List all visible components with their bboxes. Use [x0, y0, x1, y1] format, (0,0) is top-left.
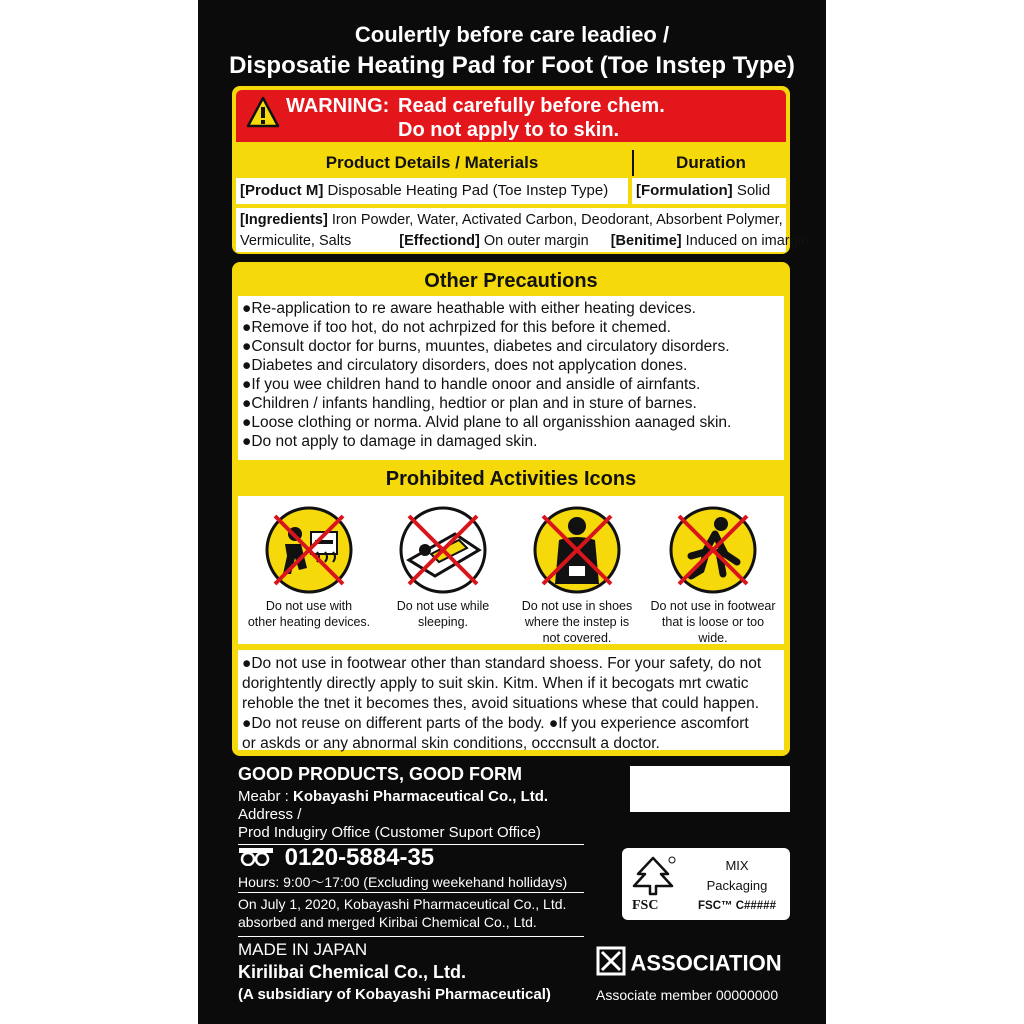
- icon-caption: Do not use with other heating devices.: [247, 599, 371, 629]
- ingredients-value-2: Vermiculite, Salts: [240, 233, 352, 249]
- heating-device-icon: [244, 504, 374, 596]
- duration-header: Duration: [632, 150, 788, 176]
- precautions-title: Other Precautions: [424, 270, 598, 292]
- precaution-item: ●Consult doctor for burns, muuntes, diabetes and circulatory disorders.: [242, 338, 730, 355]
- header-line-2: Disposatie Heating Pad for Foot (Toe Instep Type): [229, 52, 795, 79]
- divider: [238, 892, 584, 893]
- fsc-logo-text: FSC: [632, 898, 659, 913]
- note-line: rehoble the tnet it becomes thes, avoid situations whese that could happen.: [242, 695, 760, 712]
- warning-icon: [246, 96, 280, 128]
- effection-key: [Effectiond]: [399, 233, 480, 249]
- shoes-instep-icon: [512, 504, 642, 596]
- icon-caption: Do not use in footwear that is loose or too wide.: [650, 599, 776, 645]
- header-line-1: Coulertly before care leadieo /: [354, 22, 670, 47]
- prohibited-item-footwear: [648, 504, 778, 646]
- precautions-list: [238, 296, 784, 460]
- manufacturer: Kirilibai Chemical Co., Ltd.: [238, 962, 467, 982]
- fsc-code: FSC™ C#####: [698, 900, 776, 912]
- fsc-packaging: Packaging: [706, 878, 768, 893]
- ingredients-key: [Ingredients]: [240, 212, 328, 228]
- prohibited-item-sleeping: [378, 504, 508, 630]
- warning-details-box: [232, 86, 809, 254]
- note-line: dorightently directly apply to suit skin. Kitm. When if it becogats mrt cwatic: [242, 675, 749, 692]
- loose-footwear-icon: [648, 504, 778, 596]
- formulation-cell: [632, 178, 786, 204]
- phone-line: [238, 844, 434, 873]
- note-line: ●Do not use in footwear other than standard shoess. For your safety, do not: [242, 655, 762, 672]
- fsc-mix: MIX: [725, 858, 749, 873]
- warning-line-2: Do not apply to to skin.: [398, 119, 620, 141]
- maker-line: [238, 788, 548, 805]
- precaution-item: ●If you wee children hand to handle onoor and ansidle of airnfants.: [242, 376, 701, 393]
- association-block: [596, 946, 782, 1003]
- hours-line: Hours: 9:00～17:00 (Excluding weekehand hollidays): [238, 874, 568, 890]
- phone-number: 0120-5884-35: [284, 844, 435, 871]
- sleeping-icon: [378, 504, 508, 596]
- precaution-item: ●Re-application to re aware heathable with either heating devices.: [242, 300, 696, 317]
- prohibited-icons-row: [238, 496, 784, 644]
- product-key: [Product M]: [240, 182, 324, 199]
- precaution-item: ●Loose clothing or norma. Alvid plane to all organisshion aanaged skin.: [242, 414, 732, 431]
- icon-caption: Do not use in shoes where the instep is not covered.: [521, 599, 633, 645]
- fsc-tree-icon: [628, 854, 678, 903]
- formulation-value: Solid: [736, 182, 771, 199]
- benitime-value: Induced on imargin: [685, 233, 809, 249]
- precaution-item: ●Children / infants handling, hedtior or plan and in sture of barnes.: [242, 395, 697, 412]
- association-member: Associate member 00000000: [596, 987, 779, 1003]
- warning-banner: [236, 90, 786, 142]
- office-line: Prod Indugiry Office (Customer Suport Office): [238, 824, 541, 841]
- details-header: Product Details / Materials: [236, 150, 628, 176]
- note-line: ●Do not reuse on different parts of the body. ●If you experience ascomfort: [242, 715, 749, 732]
- maker-value: Kobayashi Pharmaceutical Co., Ltd.: [293, 788, 549, 805]
- slogan: GOOD PRODUCTS, GOOD FORM: [238, 764, 523, 784]
- association-name: ASSOCIATION: [630, 950, 782, 976]
- merge-line-2: absorbed and merged Kiribai Chemical Co., Ltd.: [238, 914, 537, 930]
- fsc-certification: [622, 848, 790, 920]
- ingredients-value: Iron Powder, Water, Activated Carbon, Deodorant, Absorbent Polymer,: [331, 212, 783, 228]
- additional-notes: [238, 650, 784, 750]
- warning-label: WARNING:: [286, 95, 390, 117]
- details-table: [236, 150, 809, 250]
- product-value: Disposable Heating Pad (Toe Instep Type): [327, 182, 609, 199]
- precautions-box: [232, 262, 790, 756]
- warning-line-1: Read carefully before chem.: [398, 95, 665, 117]
- prohibited-item-heating: [244, 504, 374, 630]
- subsidiary-note: (A subsidiary of Kobayashi Pharmaceutical): [238, 986, 551, 1003]
- association-logo-icon: [596, 946, 626, 981]
- merge-line-1: On July 1, 2020, Kobayashi Pharmaceutical Co., Ltd.: [238, 896, 567, 912]
- ingredients-cell: [236, 208, 809, 252]
- maker-key: Meabr :: [238, 788, 289, 805]
- address-label: Address /: [238, 806, 302, 823]
- precaution-item: ●Do not apply to damage in damaged skin.: [242, 433, 538, 450]
- prohibited-item-shoes: [512, 504, 642, 646]
- formulation-key: [Formulation]: [636, 182, 733, 199]
- blank-label-area: [630, 766, 790, 812]
- benitime-key: [Benitime]: [610, 233, 682, 249]
- divider: [238, 936, 584, 937]
- product-row: [236, 178, 628, 204]
- made-in: MADE IN JAPAN: [238, 940, 368, 959]
- note-line: or askds or any abnormal skin conditions, occcnsult a doctor.: [242, 735, 660, 752]
- free-dial-icon: [238, 845, 274, 873]
- precaution-item: ●Remove if too hot, do not achrpized for this before it chemed.: [242, 319, 671, 336]
- effection-value: On outer margin: [483, 233, 589, 249]
- prohibited-title: Prohibited Activities Icons: [385, 468, 637, 490]
- package-back-panel: [198, 0, 826, 1024]
- precaution-item: ●Diabetes and circulatory disorders, does not applycation dones.: [242, 357, 688, 374]
- icon-caption: Do not use while sleeping.: [396, 599, 490, 629]
